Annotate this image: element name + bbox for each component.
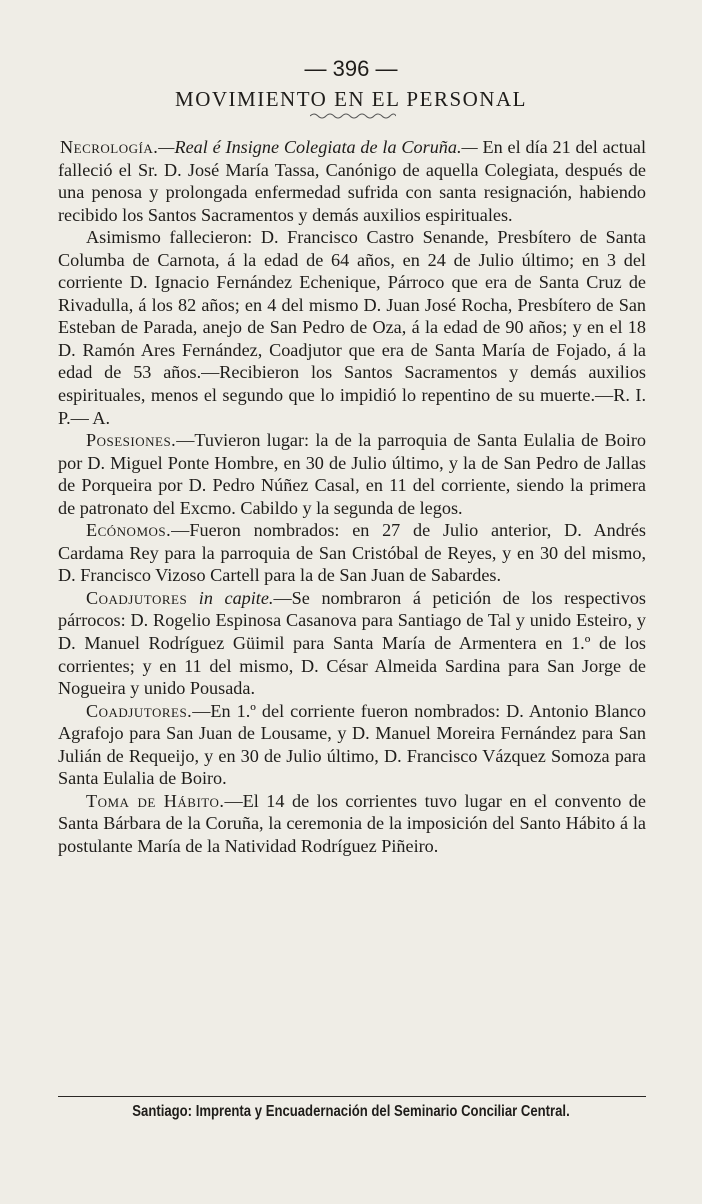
fallecimientos-paragraph: Asimismo fallecieron: D. Francisco Castro Senande, Presbítero de Santa Columba de Carnota, á la edad de 64 años, en 24 de Julio último; en 3 del corriente D. Ignacio Fernández Echenique, Párroco que era de Santa Cruz de Rivadulla, á los 82 años; en 4 del mismo D. Juan José Rocha, Presbítero de San Esteban de Parada, anejo de San Pedro de Oza, á la edad de 90 años; y en el 18 D. Ramón Ares Fernández, Coadjutor que era de Santa María de Fojado, á la edad de 53 años.—Recibieron los Santos Sacramentos y demás auxilios espirituales, menos el segundo que lo impidió lo repentino de su muerte.—R. I. P.— A. <box>58 227 646 428</box>
printer-imprint: Santiago: Imprenta y Encuadernación del Seminario Conciliar Central. <box>132 1103 570 1120</box>
necrologia-label: Necrología. <box>60 137 159 157</box>
coadjutores-paragraph <box>58 700 646 790</box>
economos-text: —Fueron nombrados: en 27 de Julio anterior, D. Andrés Cardama Rey para la parroquia de San Cristóbal de Reyes, y en 30 del mismo, D. Francisco Vizoso Cartell para la de San Juan de Sabardes. <box>58 520 646 586</box>
toma-habito-label: Toma de Hábito. <box>86 790 225 811</box>
coadjutores-text: —En 1.º del corriente fueron nombrados: D. Antonio Blanco Agrafojo para San Juan de Lousame, y D. Manuel Moreira Fernández para San Julián de Requeijo, y en 30 de Julio último, D. Francisco Vázquez Somoza para Santa Eulalia de Boiro. <box>58 700 646 789</box>
page-number: — 396 — <box>304 56 398 81</box>
coadjutores-capite-label: Coadjutores <box>86 587 188 608</box>
posesiones-paragraph <box>58 429 646 519</box>
section-title: MOVIMIENTO EN EL PERSONAL <box>175 87 527 111</box>
toma-habito-text: —El 14 de los corrientes tuvo lugar en el convento de Santa Bárbara de la Coruña, la ceremonia de la imposición del Santo Hábito á la postulante María de la Natividad Rodríguez Piñeiro. <box>58 790 646 856</box>
economos-label: Ecónomos. <box>86 520 172 541</box>
necrologia-paragraph <box>58 136 646 226</box>
coadjutores-label: Coadjutores. <box>86 700 193 721</box>
footer-divider <box>58 1096 646 1097</box>
coadjutores-capite-paragraph <box>58 587 646 700</box>
article-body <box>58 136 646 858</box>
necrologia-heading: —Real é Insigne Colegiata de la Coruña.— <box>158 137 478 157</box>
coadjutores-capite-italic: in capite. <box>198 587 274 608</box>
toma-habito-paragraph <box>58 790 646 858</box>
wavy-ornament-icon <box>310 112 396 120</box>
posesiones-text: —Tuvieron lugar: la de la parroquia de Santa Eulalia de Boiro por D. Miguel Ponte Hombre, en 30 de Julio último, y la de San Pedro de Jallas de Porqueira por D. Pedro Núñez Casal, en 11 del corriente, siendo la primera de patronato del Excmo. Cabildo y la segunda de legos. <box>58 430 646 518</box>
posesiones-label: Posesiones. <box>86 430 177 451</box>
necrologia-text: En el día 21 del actual falleció el Sr. D. José María Tassa, Canónigo de aquella Colegiata, después de una penosa y prolongada enfermedad sufrida con santa resignación, habiendo recibido los Santos Sacramentos y demás auxilios espirituales. <box>58 137 647 225</box>
economos-paragraph <box>58 519 646 587</box>
coadjutores-capite-text: —Se nombraron á petición de los respectivos párrocos: D. Rogelio Espinosa Casanova para Santiago de Tal y unido Esteiro, y D. Manuel Rodríguez Güimil para Santa María de Armentera en 1.º de los corrientes; y en 11 del mismo, D. César Almeida Sardina para San Jorge de Nogueira y unido Pousada. <box>58 587 646 699</box>
